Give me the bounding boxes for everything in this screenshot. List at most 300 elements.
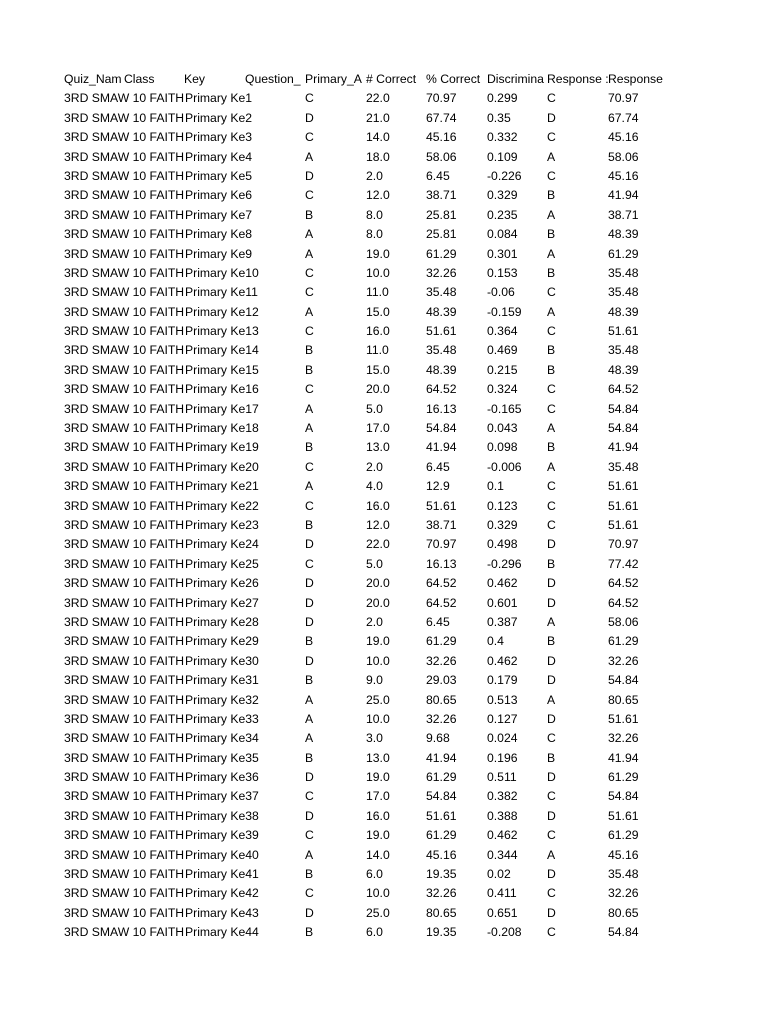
num-correct-cell: 12.0: [366, 188, 390, 203]
table-row: [0, 865, 768, 884]
discrimination-cell: 0.387: [487, 614, 518, 629]
class-cell: Primary Ke42: [185, 886, 259, 901]
pct-correct-cell: 70.97: [426, 91, 457, 106]
primary-answer-cell: C: [305, 130, 314, 145]
header-key: Key: [184, 72, 206, 86]
class-cell: Primary Ke22: [185, 498, 259, 513]
table-row: [0, 167, 768, 186]
quiz-name-cell: 3RD SMAW 10 FAITH: [64, 905, 185, 920]
response-pct-cell: 35.48: [608, 343, 639, 358]
pct-correct-cell: 67.74: [426, 110, 457, 125]
table-row: [0, 128, 768, 147]
response-pct-cell: 61.29: [608, 246, 639, 261]
primary-answer-cell: D: [305, 905, 314, 920]
response-cell: C: [547, 168, 556, 183]
discrimination-cell: 0.299: [487, 91, 518, 106]
primary-answer-cell: A: [305, 711, 314, 726]
table-row: [0, 632, 768, 651]
primary-answer-cell: A: [305, 149, 314, 164]
response-cell: D: [547, 867, 556, 882]
quiz-name-cell: 3RD SMAW 10 FAITH: [64, 343, 185, 358]
discrimination-cell: 0.1: [487, 479, 504, 494]
table-row: [0, 419, 768, 438]
response-pct-cell: 77.42: [608, 556, 639, 571]
response-pct-cell: 61.29: [608, 770, 639, 785]
discrimination-cell: 0.153: [487, 265, 518, 280]
num-correct-cell: 3.0: [366, 731, 383, 746]
response-cell: D: [547, 711, 556, 726]
response-cell: D: [547, 905, 556, 920]
discrimination-cell: 0.024: [487, 731, 518, 746]
pct-correct-cell: 6.45: [426, 459, 450, 474]
primary-answer-cell: C: [305, 188, 314, 203]
discrimination-cell: 0.35: [487, 110, 511, 125]
num-correct-cell: 20.0: [366, 595, 390, 610]
response-pct-cell: 54.84: [608, 401, 639, 416]
discrimination-cell: 0.462: [487, 576, 518, 591]
table-row: [0, 768, 768, 787]
response-pct-cell: 51.61: [608, 517, 639, 532]
response-pct-cell: 61.29: [608, 634, 639, 649]
table-row: [0, 283, 768, 302]
pct-correct-cell: 35.48: [426, 285, 457, 300]
primary-answer-cell: A: [305, 479, 314, 494]
num-correct-cell: 17.0: [366, 421, 390, 436]
pct-correct-cell: 45.16: [426, 847, 457, 862]
class-cell: Primary Ke43: [185, 905, 259, 920]
discrimination-cell: 0.084: [487, 227, 518, 242]
response-cell: C: [547, 479, 556, 494]
class-cell: Primary Ke30: [185, 653, 259, 668]
class-cell: Primary Ke15: [185, 362, 259, 377]
discrimination-cell: 0.109: [487, 149, 518, 164]
quiz-name-cell: 3RD SMAW 10 FAITH: [64, 731, 185, 746]
num-correct-cell: 21.0: [366, 110, 390, 125]
quiz-name-cell: 3RD SMAW 10 FAITH: [64, 614, 185, 629]
table-row: [0, 884, 768, 903]
table-row: [0, 923, 768, 942]
response-pct-cell: 51.61: [608, 324, 639, 339]
header-class: Class: [124, 72, 155, 86]
response-cell: D: [547, 576, 556, 591]
response-cell: C: [547, 324, 556, 339]
table-row: [0, 691, 768, 710]
primary-answer-cell: B: [305, 440, 314, 455]
num-correct-cell: 20.0: [366, 382, 390, 397]
class-cell: Primary Ke31: [185, 673, 259, 688]
quiz-name-cell: 3RD SMAW 10 FAITH: [64, 750, 185, 765]
response-cell: D: [547, 110, 556, 125]
primary-answer-cell: A: [305, 847, 314, 862]
num-correct-cell: 20.0: [366, 576, 390, 591]
pct-correct-cell: 25.81: [426, 207, 457, 222]
quiz-name-cell: 3RD SMAW 10 FAITH: [64, 847, 185, 862]
num-correct-cell: 25.0: [366, 905, 390, 920]
table-row: [0, 497, 768, 516]
response-cell: D: [547, 770, 556, 785]
primary-answer-cell: D: [305, 537, 314, 552]
num-correct-cell: 19.0: [366, 246, 390, 261]
class-cell: Primary Ke5: [185, 168, 253, 183]
num-correct-cell: 8.0: [366, 207, 383, 222]
response-pct-cell: 51.61: [608, 808, 639, 823]
header-discrimination: Discrimina: [487, 72, 544, 86]
response-cell: A: [547, 692, 556, 707]
response-pct-cell: 54.84: [608, 673, 639, 688]
pct-correct-cell: 16.13: [426, 401, 457, 416]
header-row: [0, 70, 768, 89]
pct-correct-cell: 32.26: [426, 886, 457, 901]
response-cell: C: [547, 382, 556, 397]
discrimination-cell: -0.159: [487, 304, 522, 319]
response-pct-cell: 67.74: [608, 110, 639, 125]
pct-correct-cell: 25.81: [426, 227, 457, 242]
header-response-1: Response :: [547, 72, 609, 86]
response-cell: A: [547, 207, 556, 222]
table-row: [0, 477, 768, 496]
num-correct-cell: 5.0: [366, 401, 383, 416]
response-cell: D: [547, 595, 556, 610]
quiz-name-cell: 3RD SMAW 10 FAITH: [64, 188, 185, 203]
primary-answer-cell: C: [305, 265, 314, 280]
response-pct-cell: 64.52: [608, 595, 639, 610]
quiz-name-cell: 3RD SMAW 10 FAITH: [64, 498, 185, 513]
discrimination-cell: -0.208: [487, 925, 522, 940]
response-cell: C: [547, 828, 556, 843]
num-correct-cell: 15.0: [366, 362, 390, 377]
response-pct-cell: 41.94: [608, 440, 639, 455]
response-pct-cell: 51.61: [608, 498, 639, 513]
table-row: [0, 458, 768, 477]
table-row: [0, 245, 768, 264]
discrimination-cell: 0.511: [487, 770, 517, 785]
response-cell: D: [547, 537, 556, 552]
primary-answer-cell: D: [305, 653, 314, 668]
quiz-name-cell: 3RD SMAW 10 FAITH: [64, 324, 185, 339]
response-pct-cell: 48.39: [608, 362, 639, 377]
num-correct-cell: 6.0: [366, 925, 383, 940]
quiz-name-cell: 3RD SMAW 10 FAITH: [64, 91, 185, 106]
primary-answer-cell: B: [305, 673, 314, 688]
pct-correct-cell: 32.26: [426, 265, 457, 280]
response-pct-cell: 51.61: [608, 479, 639, 494]
response-pct-cell: 54.84: [608, 789, 639, 804]
response-cell: B: [547, 343, 556, 358]
primary-answer-cell: B: [305, 207, 314, 222]
class-cell: Primary Ke26: [185, 576, 259, 591]
class-cell: Primary Ke44: [185, 925, 259, 940]
quiz-name-cell: 3RD SMAW 10 FAITH: [64, 828, 185, 843]
pct-correct-cell: 64.52: [426, 595, 457, 610]
quiz-name-cell: 3RD SMAW 10 FAITH: [64, 265, 185, 280]
discrimination-cell: 0.382: [487, 789, 518, 804]
pct-correct-cell: 64.52: [426, 382, 457, 397]
discrimination-cell: 0.498: [487, 537, 518, 552]
pct-correct-cell: 54.84: [426, 789, 457, 804]
class-cell: Primary Ke8: [185, 227, 253, 242]
class-cell: Primary Ke36: [185, 770, 259, 785]
class-cell: Primary Ke9: [185, 246, 253, 261]
response-cell: C: [547, 285, 556, 300]
table-row: [0, 322, 768, 341]
quiz-name-cell: 3RD SMAW 10 FAITH: [64, 925, 185, 940]
response-cell: D: [547, 653, 556, 668]
num-correct-cell: 10.0: [366, 265, 390, 280]
response-pct-cell: 45.16: [608, 847, 639, 862]
response-pct-cell: 48.39: [608, 227, 639, 242]
primary-answer-cell: A: [305, 421, 314, 436]
class-cell: Primary Ke35: [185, 750, 259, 765]
table-row: [0, 148, 768, 167]
quiz-name-cell: 3RD SMAW 10 FAITH: [64, 304, 185, 319]
table-row: [0, 186, 768, 205]
primary-answer-cell: B: [305, 634, 314, 649]
pct-correct-cell: 61.29: [426, 770, 457, 785]
discrimination-cell: 0.329: [487, 188, 518, 203]
primary-answer-cell: C: [305, 285, 314, 300]
primary-answer-cell: D: [305, 110, 314, 125]
pct-correct-cell: 29.03: [426, 673, 457, 688]
table-row: [0, 729, 768, 748]
table-row: [0, 303, 768, 322]
response-pct-cell: 41.94: [608, 188, 639, 203]
class-cell: Primary Ke27: [185, 595, 259, 610]
class-cell: Primary Ke33: [185, 711, 259, 726]
discrimination-cell: 0.469: [487, 343, 518, 358]
response-pct-cell: 45.16: [608, 130, 639, 145]
discrimination-cell: 0.344: [487, 847, 518, 862]
primary-answer-cell: B: [305, 517, 314, 532]
discrimination-cell: 0.411: [487, 886, 517, 901]
num-correct-cell: 25.0: [366, 692, 390, 707]
quiz-name-cell: 3RD SMAW 10 FAITH: [64, 537, 185, 552]
pct-correct-cell: 38.71: [426, 517, 457, 532]
class-cell: Primary Ke24: [185, 537, 259, 552]
table-row: [0, 904, 768, 923]
response-cell: A: [547, 847, 556, 862]
num-correct-cell: 8.0: [366, 227, 383, 242]
quiz-name-cell: 3RD SMAW 10 FAITH: [64, 867, 185, 882]
num-correct-cell: 19.0: [366, 828, 390, 843]
response-cell: C: [547, 401, 556, 416]
discrimination-cell: 0.332: [487, 130, 518, 145]
response-pct-cell: 70.97: [608, 91, 639, 106]
num-correct-cell: 16.0: [366, 324, 390, 339]
num-correct-cell: 5.0: [366, 556, 383, 571]
discrimination-cell: -0.006: [487, 459, 522, 474]
quiz-name-cell: 3RD SMAW 10 FAITH: [64, 711, 185, 726]
primary-answer-cell: A: [305, 304, 314, 319]
quiz-name-cell: 3RD SMAW 10 FAITH: [64, 227, 185, 242]
discrimination-cell: 0.235: [487, 207, 518, 222]
class-cell: Primary Ke3: [185, 130, 253, 145]
class-cell: Primary Ke18: [185, 421, 259, 436]
response-pct-cell: 64.52: [608, 576, 639, 591]
primary-answer-cell: A: [305, 692, 314, 707]
pct-correct-cell: 35.48: [426, 343, 457, 358]
table-row: [0, 749, 768, 768]
class-cell: Primary Ke23: [185, 517, 259, 532]
response-pct-cell: 41.94: [608, 750, 639, 765]
class-cell: Primary Ke4: [185, 149, 253, 164]
spreadsheet: [0, 70, 768, 943]
class-cell: Primary Ke16: [185, 382, 259, 397]
pct-correct-cell: 58.06: [426, 149, 457, 164]
num-correct-cell: 10.0: [366, 886, 390, 901]
primary-answer-cell: A: [305, 401, 314, 416]
pct-correct-cell: 41.94: [426, 750, 457, 765]
class-cell: Primary Ke12: [185, 304, 259, 319]
primary-answer-cell: B: [305, 362, 314, 377]
primary-answer-cell: D: [305, 168, 314, 183]
num-correct-cell: 17.0: [366, 789, 390, 804]
quiz-name-cell: 3RD SMAW 10 FAITH: [64, 692, 185, 707]
num-correct-cell: 12.0: [366, 517, 390, 532]
class-cell: Primary Ke34: [185, 731, 259, 746]
primary-answer-cell: B: [305, 925, 314, 940]
response-cell: A: [547, 149, 556, 164]
num-correct-cell: 2.0: [366, 168, 383, 183]
pct-correct-cell: 80.65: [426, 905, 457, 920]
quiz-name-cell: 3RD SMAW 10 FAITH: [64, 886, 185, 901]
quiz-name-cell: 3RD SMAW 10 FAITH: [64, 149, 185, 164]
response-cell: C: [547, 91, 556, 106]
primary-answer-cell: D: [305, 808, 314, 823]
primary-answer-cell: B: [305, 343, 314, 358]
primary-answer-cell: C: [305, 886, 314, 901]
class-cell: Primary Ke2: [185, 110, 253, 125]
response-cell: B: [547, 188, 556, 203]
pct-correct-cell: 12.9: [426, 479, 450, 494]
response-pct-cell: 58.06: [608, 614, 639, 629]
response-pct-cell: 54.84: [608, 925, 639, 940]
response-pct-cell: 51.61: [608, 711, 639, 726]
pct-correct-cell: 80.65: [426, 692, 457, 707]
discrimination-cell: -0.226: [487, 168, 522, 183]
quiz-name-cell: 3RD SMAW 10 FAITH: [64, 576, 185, 591]
discrimination-cell: 0.215: [487, 362, 518, 377]
response-pct-cell: 61.29: [608, 828, 639, 843]
response-pct-cell: 32.26: [608, 731, 639, 746]
table-row: [0, 652, 768, 671]
class-cell: Primary Ke29: [185, 634, 259, 649]
discrimination-cell: 0.179: [487, 673, 518, 688]
response-pct-cell: 64.52: [608, 382, 639, 397]
primary-answer-cell: C: [305, 459, 314, 474]
quiz-name-cell: 3RD SMAW 10 FAITH: [64, 440, 185, 455]
response-cell: C: [547, 498, 556, 513]
quiz-name-cell: 3RD SMAW 10 FAITH: [64, 653, 185, 668]
primary-answer-cell: C: [305, 498, 314, 513]
header-response-2: Response: [608, 72, 663, 86]
response-cell: B: [547, 750, 556, 765]
discrimination-cell: -0.06: [487, 285, 515, 300]
table-row: [0, 516, 768, 535]
pct-correct-cell: 70.97: [426, 537, 457, 552]
response-pct-cell: 35.48: [608, 285, 639, 300]
primary-answer-cell: A: [305, 246, 314, 261]
num-correct-cell: 14.0: [366, 130, 390, 145]
discrimination-cell: 0.601: [487, 595, 518, 610]
response-cell: A: [547, 421, 556, 436]
quiz-name-cell: 3RD SMAW 10 FAITH: [64, 634, 185, 649]
response-cell: A: [547, 304, 556, 319]
response-pct-cell: 58.06: [608, 149, 639, 164]
class-cell: Primary Ke17: [185, 401, 259, 416]
class-cell: Primary Ke13: [185, 324, 259, 339]
table-row: [0, 535, 768, 554]
table-row: [0, 341, 768, 360]
quiz-name-cell: 3RD SMAW 10 FAITH: [64, 285, 185, 300]
pct-correct-cell: 32.26: [426, 653, 457, 668]
table-row: [0, 206, 768, 225]
quiz-name-cell: 3RD SMAW 10 FAITH: [64, 789, 185, 804]
primary-answer-cell: B: [305, 750, 314, 765]
quiz-name-cell: 3RD SMAW 10 FAITH: [64, 459, 185, 474]
table-row: [0, 400, 768, 419]
discrimination-cell: 0.513: [487, 692, 518, 707]
header-primary-answer: Primary_A: [305, 72, 362, 86]
quiz-name-cell: 3RD SMAW 10 FAITH: [64, 421, 185, 436]
class-cell: Primary Ke39: [185, 828, 259, 843]
class-cell: Primary Ke40: [185, 847, 259, 862]
quiz-name-cell: 3RD SMAW 10 FAITH: [64, 207, 185, 222]
pct-correct-cell: 6.45: [426, 168, 450, 183]
primary-answer-cell: C: [305, 828, 314, 843]
pct-correct-cell: 48.39: [426, 304, 457, 319]
pct-correct-cell: 45.16: [426, 130, 457, 145]
class-cell: Primary Ke6: [185, 188, 253, 203]
num-correct-cell: 19.0: [366, 634, 390, 649]
class-cell: Primary Ke19: [185, 440, 259, 455]
table-row: [0, 826, 768, 845]
quiz-name-cell: 3RD SMAW 10 FAITH: [64, 517, 185, 532]
discrimination-cell: 0.127: [487, 711, 518, 726]
table-row: [0, 710, 768, 729]
discrimination-cell: 0.462: [487, 653, 518, 668]
quiz-name-cell: 3RD SMAW 10 FAITH: [64, 110, 185, 125]
discrimination-cell: 0.462: [487, 828, 518, 843]
response-pct-cell: 54.84: [608, 421, 639, 436]
primary-answer-cell: D: [305, 595, 314, 610]
primary-answer-cell: D: [305, 576, 314, 591]
primary-answer-cell: A: [305, 731, 314, 746]
discrimination-cell: 0.123: [487, 498, 518, 513]
response-pct-cell: 35.48: [608, 867, 639, 882]
response-cell: C: [547, 517, 556, 532]
response-pct-cell: 80.65: [608, 905, 639, 920]
table-row: [0, 594, 768, 613]
pct-correct-cell: 54.84: [426, 421, 457, 436]
num-correct-cell: 19.0: [366, 770, 390, 785]
quiz-name-cell: 3RD SMAW 10 FAITH: [64, 808, 185, 823]
table-row: [0, 89, 768, 108]
response-cell: D: [547, 673, 556, 688]
table-row: [0, 380, 768, 399]
discrimination-cell: 0.098: [487, 440, 518, 455]
table-row: [0, 264, 768, 283]
class-cell: Primary Ke41: [185, 867, 259, 882]
response-cell: A: [547, 614, 556, 629]
class-cell: Primary Ke11: [185, 285, 258, 300]
pct-correct-cell: 32.26: [426, 711, 457, 726]
table-row: [0, 109, 768, 128]
response-cell: A: [547, 246, 556, 261]
table-row: [0, 361, 768, 380]
discrimination-cell: 0.324: [487, 382, 518, 397]
discrimination-cell: 0.329: [487, 517, 518, 532]
table-row: [0, 225, 768, 244]
